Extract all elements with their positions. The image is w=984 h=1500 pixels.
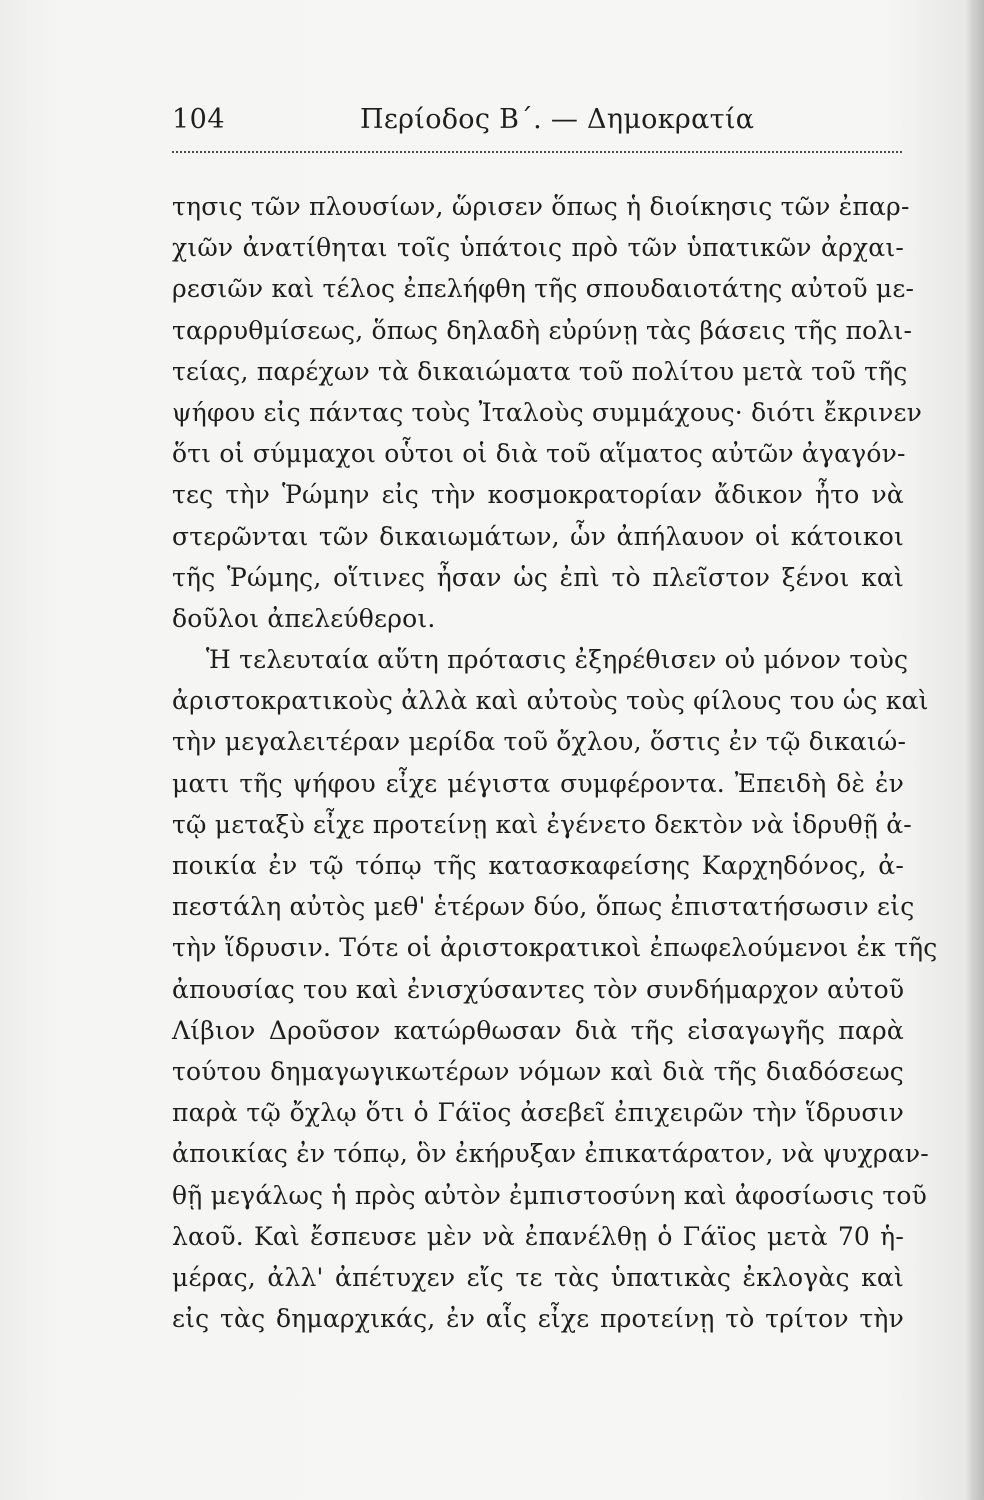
text-line: τες τὴν Ῥώμην εἰς τὴν κοσμοκρατορίαν ἄδικον ἦτο νὰ [172, 480, 904, 510]
running-head [172, 100, 902, 146]
text-line: εἰς τὰς δημαρχικάς, ἐν αἷς εἶχε προτείνῃ τὸ τρίτον τὴν [172, 1304, 904, 1334]
text-line: ἀπουσίας του καὶ ἐνισχύσαντες τὸν συνδήμαρχον αὐτοῦ [172, 974, 905, 1004]
text-line: τείας, παρέχων τὰ δικαιώματα τοῦ πολίτου μετὰ τοῦ τῆς [172, 356, 908, 386]
page-number: 104 [172, 104, 226, 135]
text-line: τούτου δημαγωγικωτέρων νόμων καὶ διὰ τῆς διαδόσεως [172, 1056, 904, 1086]
paragraph-start-line: Ἡ τελευταία αὕτη πρότασις ἐξηρέθισεν οὐ μόνον τοὺς [206, 645, 909, 675]
text-line: τὴν ἵδρυσιν. Τότε οἱ ἀριστοκρατικοὶ ἐπωφελούμενοι ἐκ τῆς [172, 933, 938, 963]
running-title: Περίοδος Β΄. — Δημοκρατία [360, 104, 755, 135]
text-line: χιῶν ἀνατίθηται τοῖς ὑπάτοις πρὸ τῶν ὑπατικῶν ἀρχαι- [172, 233, 904, 263]
text-line: ἀποικίας ἐν τόπῳ, ὃν ἐκήρυξαν ἐπικατάρατον, νὰ ψυχραν- [172, 1139, 929, 1169]
text-line: λαοῦ. Καὶ ἔσπευσε μὲν νὰ ἐπανέλθῃ ὁ Γάϊος μετὰ 70 ἡ- [172, 1221, 904, 1251]
text-line: στερῶνται τῶν δικαιωμάτων, ὧν ἀπήλαυον οἱ κάτοικοι [172, 521, 904, 551]
text-line: ταρρυθμίσεως, ὅπως δηλαδὴ εὐρύνῃ τὰς βάσεις τῆς πολι- [172, 315, 913, 345]
body-text [172, 186, 938, 1339]
page-spine-shadow [966, 0, 984, 1500]
text-line: ἀριστοκρατικοὺς ἀλλὰ καὶ αὐτοὺς τοὺς φίλους του ὡς καὶ [172, 686, 929, 716]
text-line: Λίβιον Δροῦσον κατώρθωσαν διὰ τῆς εἰσαγωγῆς παρὰ [172, 1015, 904, 1045]
text-line: ψήφου εἰς πάντας τοὺς Ἰταλοὺς συμμάχους· διότι ἔκρινεν [172, 397, 923, 427]
text-line: ὅτι οἱ σύμμαχοι οὗτοι οἱ διὰ τοῦ αἵματος αὐτῶν ἀγαγόν- [172, 439, 906, 469]
text-line: ρεσιῶν καὶ τέλος ἐπελήφθη τῆς σπουδαιοτάτης αὐτοῦ με- [172, 274, 915, 304]
text-line: πεστάλη αὐτὸς μεθ' ἑτέρων δύο, ὅπως ἐπιστατήσωσιν εἰς [172, 892, 915, 922]
text-line: μέρας, ἀλλ' ἀπέτυχεν εἴς τε τὰς ὑπατικὰς ἐκλογὰς καὶ [172, 1262, 904, 1292]
text-line: τὴν μεγαλειτέραν μερίδα τοῦ ὄχλου, ὅστις ἐν τῷ δικαιώ- [172, 727, 907, 757]
text-line: τῆς Ῥώμης, οἵτινες ἦσαν ὡς ἐπὶ τὸ πλεῖστον ξένοι καὶ [172, 562, 904, 592]
text-line: ματι τῆς ψήφου εἶχε μέγιστα συμφέροντα. Ἐπειδὴ δὲ ἐν [172, 768, 904, 798]
header-rule [172, 151, 902, 153]
text-line: τησις τῶν πλουσίων, ὥρισεν ὅπως ἡ διοίκησις τῶν ἐπαρ- [172, 192, 910, 221]
text-line: παρὰ τῷ ὄχλῳ ὅτι ὁ Γάϊος ἀσεβεῖ ἐπιχειρῶν τὴν ἵδρυσιν [172, 1098, 904, 1128]
text-line: θῇ μεγάλως ἡ πρὸς αὐτὸν ἐμπιστοσύνη καὶ ἀφοσίωσις τοῦ [172, 1180, 928, 1210]
text-line: ποικία ἐν τῷ τόπῳ τῆς κατασκαφείσης Καρχηδόνος, ἀ- [172, 851, 904, 880]
text-line: τῷ μεταξὺ εἶχε προτείνῃ καὶ ἐγένετο δεκτὸν νὰ ἱδρυθῇ ἀ- [172, 809, 912, 839]
paragraph-end-line: δοῦλοι ἀπελεύθεροι. [172, 603, 436, 633]
